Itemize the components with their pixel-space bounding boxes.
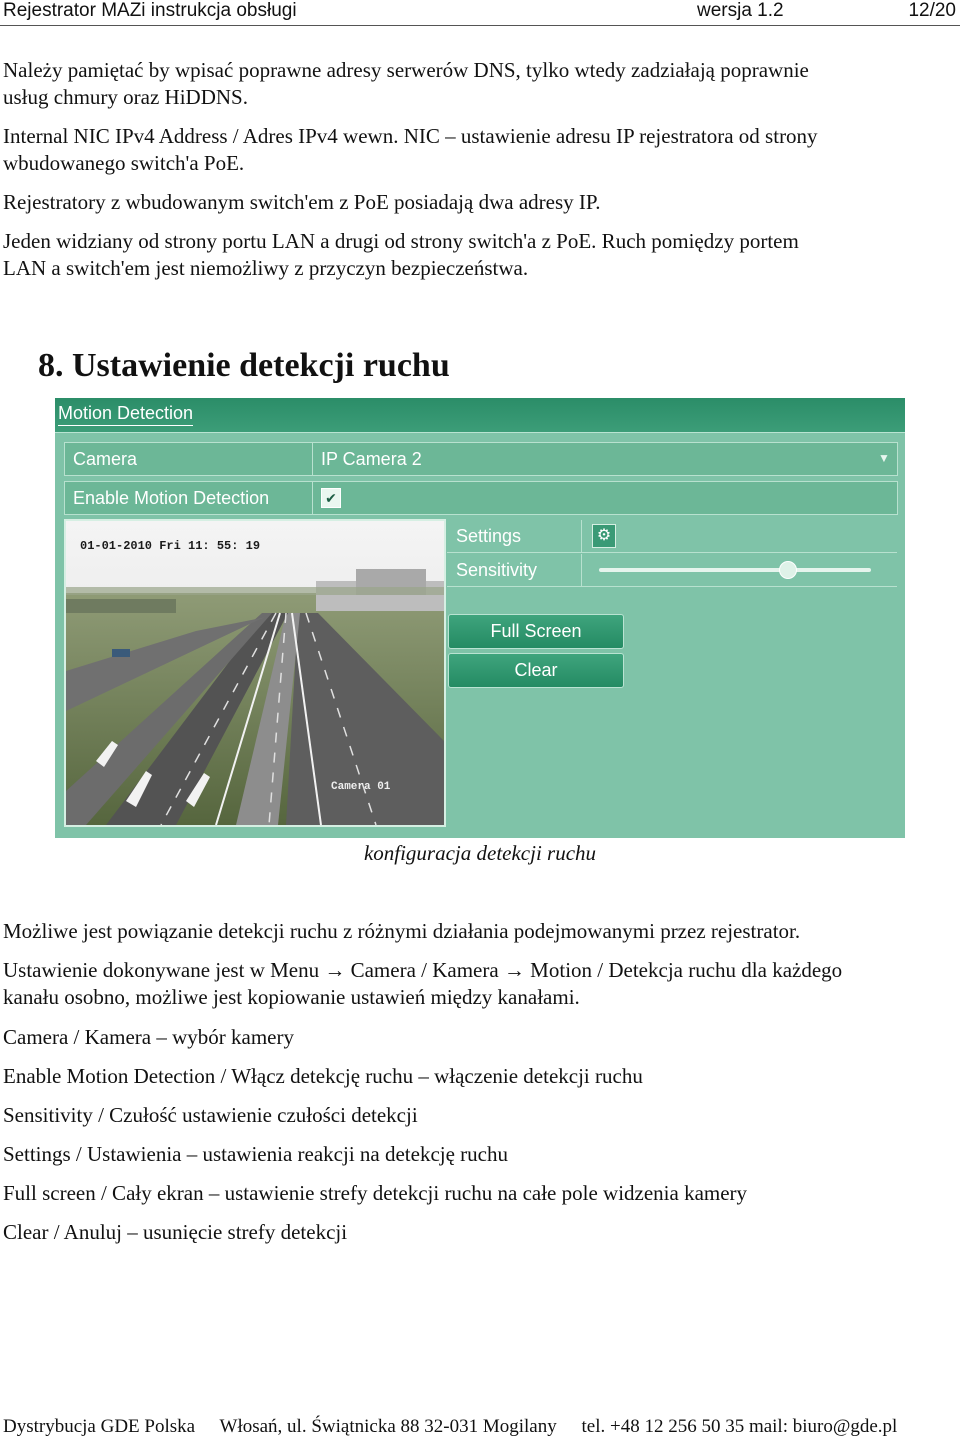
paragraph-dns-note: Należy pamiętać by wpisać poprawne adresy serwerów DNS, tylko wtedy zadziałają poprawnie usług chmury oraz HiDDNS. [3,58,809,109]
camera-row [64,442,898,476]
page-footer [3,1416,917,1438]
screenshot-title: Motion Detection [58,402,193,426]
settings-row [447,520,897,553]
paragraph-internal-nic: Internal NIC IPv4 Address / Adres IPv4 wewn. NIC – ustawienie adresu IP rejestratora od strony wbudowanego switch'a PoE. [3,124,818,175]
definition-camera: Camera / Kamera – wybór kamery [3,1025,294,1049]
sensitivity-label: Sensitivity [456,560,538,580]
osd-camera-name: Camera 01 [331,781,391,793]
gear-icon[interactable]: ⚙ [592,524,616,548]
sensitivity-slider-handle[interactable] [779,561,797,579]
footer-address: Włosań, ul. Świątnicka 88 32-031 Mogilany [219,1416,557,1437]
definition-full-screen: Full screen / Cały ekran – ustawienie strefy detekcji ruchu na całe pole widzenia kamery [3,1181,748,1205]
enable-motion-label: Enable Motion Detection [65,482,313,514]
motion-settings-panel [447,520,897,824]
sensitivity-row [447,554,897,587]
sensitivity-slider[interactable] [599,568,871,572]
paragraph-actions: Możliwe jest powiązanie detekcji ruchu z różnymi działania podejmowanymi przez rejestrator. [3,919,801,943]
section-heading: 8. Ustawienie detekcji ruchu [38,347,450,384]
figure-caption: konfiguracja detekcji ruchu [363,841,597,865]
camera-label: Camera [65,443,313,475]
document-title: Rejestrator MAZi instrukcja obsługi [3,0,297,21]
footer-contact: tel. +48 12 256 50 35 mail: biuro@gde.pl [581,1416,898,1437]
definition-clear: Clear / Anuluj – usunięcie strefy detekcji [3,1220,348,1244]
enable-motion-checkbox[interactable] [321,488,341,508]
settings-label: Settings [456,526,522,546]
definition-settings: Settings / Ustawienia – ustawienia reakcji na detekcję ruchu [3,1142,508,1166]
osd-datetime: 01-01-2010 Fri 11: 55: 19 [80,539,261,553]
screenshot-title-bar [55,398,905,433]
camera-preview[interactable] [64,519,446,827]
page-header [0,0,960,24]
clear-button[interactable]: Clear [448,653,624,688]
full-screen-button[interactable]: Full Screen [448,614,624,649]
definition-sensitivity: Sensitivity / Czułość ustawienie czułości detekcji [3,1103,418,1127]
dropdown-arrow-icon[interactable]: ▼ [878,451,890,465]
paragraph-two-ip: Rejestratory z wbudowanym switch'em z PoE posiadają dwa adresy IP. [3,190,601,214]
definition-enable-motion: Enable Motion Detection / Włącz detekcję ruchu – włączenie detekcji ruchu [3,1064,643,1088]
document-version: wersja 1.2 [697,0,784,21]
road-scene-image [66,521,444,825]
motion-detection-screenshot [55,398,905,838]
paragraph-menu-path: Ustawienie dokonywane jest w Menu → Camera / Kamera → Motion / Detekcja ruchu dla każdego kanału osobno, możliwe jest kopiowanie ustawień między kanałami. [3,958,843,1009]
checkmark-icon: ✔ [325,490,337,506]
footer-company: Dystrybucja GDE Polska [3,1416,196,1437]
camera-select[interactable]: IP Camera 2 [321,449,422,469]
paragraph-lan-poe: Jeden widziany od strony portu LAN a drugi od strony switch'a z PoE. Ruch pomiędzy portem LAN a switch'em jest niemożliwy z przyczyn bezpieczeństwa. [3,229,799,280]
header-divider [0,25,960,26]
enable-motion-row [64,481,898,515]
page-number: 12/20 [908,0,956,21]
